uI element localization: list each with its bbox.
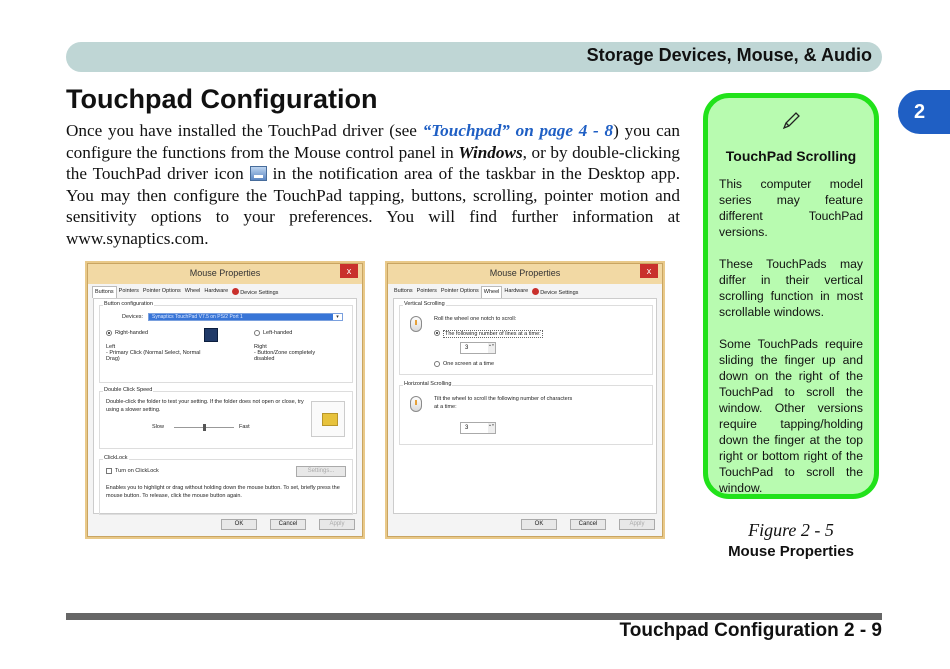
group-label: Horizontal Scrolling xyxy=(404,381,452,387)
group-label: Button configuration xyxy=(104,301,153,307)
clicklock-description: Enables you to highlight or drag without holding down the mouse button. To set, briefly press the mouse button. To release, click the mouse button again. xyxy=(106,485,340,499)
slow-label: Slow xyxy=(152,424,164,430)
note-title: TouchPad Scrolling xyxy=(725,148,857,164)
touchpad-scrolling-note xyxy=(703,93,879,499)
close-icon[interactable]: x xyxy=(340,264,358,278)
cancel-button[interactable]: Cancel xyxy=(270,519,306,530)
left-handed-radio[interactable] xyxy=(254,330,260,336)
lines-spinner[interactable]: 3 ▲▼ xyxy=(460,342,496,354)
fast-label: Fast xyxy=(239,424,250,430)
dialog-panel xyxy=(93,298,357,514)
mouse-icon xyxy=(204,328,218,342)
tab-pointer-options[interactable]: Pointer Options xyxy=(440,288,479,294)
clicklock-label: Turn on ClickLock xyxy=(115,468,159,474)
device-select-value: Synaptics TouchPad V7.5 on PS/2 Port 1 xyxy=(152,314,243,320)
tab-wheel[interactable]: Wheel xyxy=(481,286,503,298)
body-text-part-4: in the notification area of the taskbar in the Desktop app. You may then configure the TouchPad tapping, buttons, scrolling, pointer motion and sensitivity options to your preferences. You will find further information at www.synaptics.com. xyxy=(66,164,681,248)
clicklock-checkbox[interactable] xyxy=(106,468,112,474)
device-select[interactable] xyxy=(148,313,343,321)
button-configuration-group xyxy=(99,301,353,383)
note-paragraph: These TouchPads may differ in their vertical scrolling function in most scrollable windows. xyxy=(719,257,863,319)
group-label: Double Click Speed xyxy=(104,387,153,393)
one-screen-label: One screen at a time xyxy=(443,361,495,367)
horizontal-scrolling-group xyxy=(399,381,653,445)
slider-thumb[interactable] xyxy=(203,424,206,431)
cancel-button[interactable]: Cancel xyxy=(570,519,606,530)
cross-reference-link[interactable]: “Touchpad” on page 4 - 8 xyxy=(422,121,614,140)
body-text-part-3: , or by double-clicking the TouchPad driver icon xyxy=(66,142,681,184)
characters-spinner[interactable]: 3 ▲▼ xyxy=(460,422,496,434)
running-header-title: Storage Devices, Mouse, & Audio xyxy=(586,45,872,65)
tab-pointers[interactable]: Pointers xyxy=(416,288,437,294)
tab-device-settings[interactable] xyxy=(230,286,280,298)
running-footer: Touchpad Configuration 2 - 9 xyxy=(619,620,882,641)
running-header xyxy=(66,42,882,72)
mouse-wheel-icon xyxy=(410,316,422,332)
figure-label: Mouse Properties xyxy=(728,543,854,560)
vertical-scrolling-description: Roll the wheel one notch to scroll: xyxy=(434,316,517,322)
vertical-scrolling-group xyxy=(399,301,653,375)
apply-button[interactable]: Apply xyxy=(619,519,655,530)
group-label: ClickLock xyxy=(104,455,128,461)
tab-pointer-options[interactable]: Pointer Options xyxy=(142,288,181,294)
note-paragraph: This computer model series may feature different TouchPad versions. xyxy=(719,177,863,239)
pencil-icon-graphic xyxy=(780,110,802,132)
note-paragraph: Some TouchPads require sliding the finger up and down on the right of the TouchPad to scroll the window. Other versions require tapping/holding down the finger at the top right or bottom right of the TouchPad to scroll the window. xyxy=(719,337,863,495)
chapter-tab: 2 xyxy=(898,90,950,134)
windows-keyword: Windows xyxy=(458,142,523,162)
section-title: Touchpad Configuration xyxy=(66,84,378,114)
chevron-down-icon: ▾ xyxy=(333,314,342,320)
tab-wheel[interactable]: Wheel xyxy=(184,288,201,294)
clicklock-group xyxy=(99,455,353,515)
tab-hardware[interactable]: Hardware xyxy=(204,288,229,294)
ok-button[interactable]: OK xyxy=(521,519,557,530)
synaptics-icon xyxy=(232,288,239,295)
tab-pointers[interactable]: Pointers xyxy=(118,288,139,294)
apply-button[interactable]: Apply xyxy=(319,519,355,530)
clicklock-settings-button[interactable]: Settings... xyxy=(296,466,346,477)
tab-buttons[interactable]: Buttons xyxy=(394,288,413,294)
tab-buttons[interactable]: Buttons xyxy=(92,286,117,298)
footer-rule xyxy=(66,613,882,620)
group-label: Vertical Scrolling xyxy=(404,301,445,307)
right-handed-radio[interactable] xyxy=(106,330,112,336)
horizontal-scrolling-description: Tilt the wheel to scroll the following number of characters at a time: xyxy=(434,396,573,410)
dialog-titlebar xyxy=(388,264,662,284)
dialog-tabs xyxy=(388,286,662,298)
mouse-properties-wheel-screenshot xyxy=(385,261,665,539)
folder-icon[interactable] xyxy=(311,401,345,437)
close-icon[interactable]: x xyxy=(640,264,658,278)
mouse-properties-buttons-screenshot xyxy=(85,261,365,539)
left-handed-label: Left-handed xyxy=(263,330,293,336)
tab-hardware[interactable]: Hardware xyxy=(504,288,529,294)
dialog-title: Mouse Properties xyxy=(189,268,261,278)
tab-device-settings[interactable] xyxy=(530,286,580,298)
body-text-part-2: ) you can configure the functions from the Mouse control panel in xyxy=(66,121,681,162)
dialog-panel xyxy=(393,298,657,514)
figure-caption xyxy=(703,520,879,560)
lines-at-a-time-label: The following number of lines at a time: xyxy=(445,331,541,337)
lines-at-a-time-radio[interactable] xyxy=(434,330,440,336)
synaptics-icon xyxy=(532,288,539,295)
tab-device-settings-label: Device Settings xyxy=(240,290,279,296)
right-button-description: Right - Button/Zone completely disabled xyxy=(254,344,316,362)
tab-device-settings-label: Device Settings xyxy=(540,290,579,296)
dialog-title: Mouse Properties xyxy=(489,268,561,278)
body-text-part-1: Once you have installed the TouchPad driver (see xyxy=(66,121,423,140)
ok-button[interactable]: OK xyxy=(221,519,257,530)
right-handed-label: Right-handed xyxy=(115,330,149,336)
left-button-description: Left - Primary Click (Normal Select, Normal Drag) xyxy=(106,344,201,362)
touchpad-driver-icon xyxy=(250,166,267,181)
devices-label: Devices: xyxy=(122,314,144,320)
one-screen-radio[interactable] xyxy=(434,361,440,367)
pencil-icon xyxy=(719,110,863,136)
double-click-speed-group xyxy=(99,387,353,449)
figure-number: Figure 2 - 5 xyxy=(748,520,834,540)
body-paragraph xyxy=(66,120,680,250)
mouse-wheel-icon xyxy=(410,396,422,412)
dialog-titlebar xyxy=(88,264,362,284)
double-click-description: Double-click the folder to test your setting. If the folder does not open or close, try using a slower setting. xyxy=(106,399,304,413)
dialog-tabs xyxy=(88,286,362,298)
